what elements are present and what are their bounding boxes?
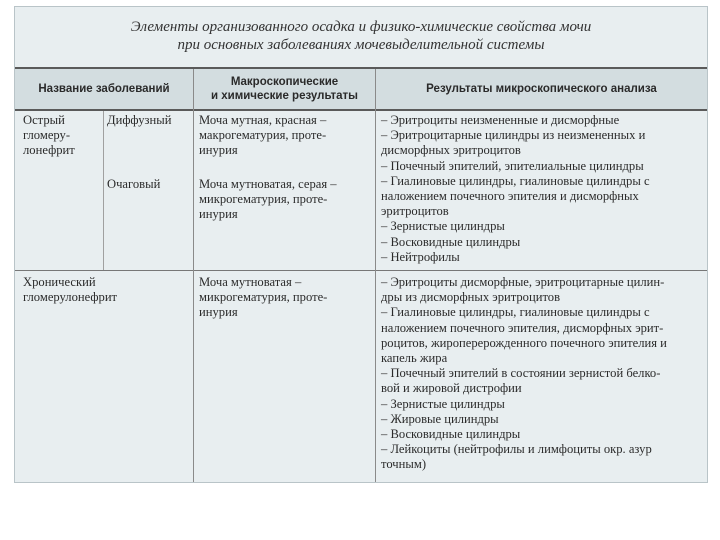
row1-macro-focal: Моча мутноватая, серая – микрогематурия, проте- инурия <box>199 177 337 222</box>
document-page <box>14 6 708 483</box>
title-line-1: Элементы организованного осадка и физико-химические свойства мочи <box>130 19 592 35</box>
subtype-divider <box>103 111 104 270</box>
header-micro: Результаты микроскопического анализа <box>426 83 657 95</box>
row2-macro: Моча мутноватая – микрогематурия, проте- инурия <box>199 275 328 320</box>
header-macro: Макроскопические и химические результаты <box>211 76 358 102</box>
row1-subtype-focal: Очаговый <box>107 177 161 191</box>
title-line-2: при основных заболеваниях мочевыделительной системы <box>177 37 545 53</box>
column-divider-1 <box>193 69 194 482</box>
row1-subtype-diffuse: Диффузный <box>107 113 172 127</box>
column-divider-2 <box>375 69 376 482</box>
row-divider <box>15 270 707 271</box>
row1-macro-diffuse: Моча мутная, красная – макрогематурия, проте- инурия <box>199 113 327 158</box>
row1-disease: Острый гломеру- лонефрит <box>23 113 75 158</box>
document-title <box>15 7 707 65</box>
header-bottom-rule <box>15 109 707 111</box>
row2-micro: – Эритроциты дисморфные, эритроцитарные цилин- дры из дисморфных эритроцитов – Гиалиновые цилиндры, гиалиновые цилиндры с наложением почечного эпителия, дисморфных эрит- роцитов, жироперерожденного почечного эпителия и капель жира – Почечный эпителий в состоянии зернистой белко- вой и жировой дистрофии – Зернистые цилиндры – Жировые цилиндры – Восковидные цилиндры – Лейкоциты (нейтрофилы и лимфоциты окр. азур точным) <box>381 275 667 472</box>
row2-disease: Хронический гломерулонефрит <box>23 275 118 305</box>
header-disease: Название заболеваний <box>38 83 170 95</box>
row1-micro: – Эритроциты неизмененные и дисморфные – Эритроцитарные цилиндры из неизмененных и дисморфных эритроцитов – Почечный эпителий, эпителиальные цилиндры – Гиалиновые цилиндры, гиалиновые цилиндры с наложением почечного эпителия и дисморфных эритроцитов – Зернистые цилиндры – Восковидные цилиндры – Нейтрофилы <box>381 113 650 264</box>
